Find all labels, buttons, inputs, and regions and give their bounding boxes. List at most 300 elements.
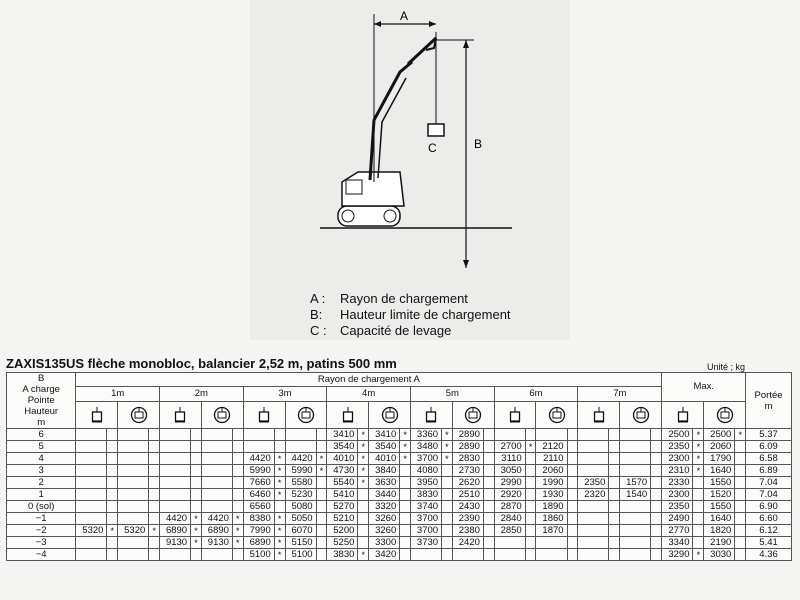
side-load-icon <box>704 401 746 428</box>
row-header-line: A charge <box>22 384 60 395</box>
side-load-icon <box>620 401 662 428</box>
hydraulic-limit-mark: * <box>358 441 369 453</box>
hydraulic-limit-mark: * <box>191 525 202 537</box>
hydraulic-limit-mark <box>442 513 453 525</box>
hydraulic-limit-mark <box>358 501 369 513</box>
front-load-icon <box>76 401 118 428</box>
hydraulic-limit-mark <box>483 525 494 537</box>
capacity-cell: 2830 <box>452 453 483 465</box>
capacity-cell: 4080 <box>410 465 441 477</box>
hydraulic-limit-mark <box>567 465 578 477</box>
reach-cell: 7.04 <box>746 477 792 489</box>
capacity-cell: 3840 <box>369 465 400 477</box>
hydraulic-limit-mark <box>232 429 243 441</box>
capacity-cell: 1860 <box>536 513 567 525</box>
reach-cell: 6.09 <box>746 441 792 453</box>
header-row-icons <box>7 401 792 428</box>
capacity-cell <box>76 429 107 441</box>
table-row <box>7 525 792 537</box>
row-header-line: Pointe <box>27 395 55 406</box>
capacity-cell: 2320 <box>578 489 609 501</box>
hydraulic-limit-mark <box>735 441 746 453</box>
excavator-illustration <box>250 0 570 340</box>
table-row <box>7 465 792 477</box>
label-a: A <box>400 9 409 23</box>
capacity-cell: 8380 <box>243 513 274 525</box>
capacity-cell <box>118 477 149 489</box>
capacity-cell <box>620 453 651 465</box>
capacity-cell: 3030 <box>704 549 735 561</box>
capacity-cell: 3050 <box>494 465 525 477</box>
hydraulic-limit-mark <box>191 477 202 489</box>
hydraulic-limit-mark <box>651 501 662 513</box>
radius-header-2m: 2m <box>160 387 244 401</box>
capacity-cell: 2350 <box>662 501 693 513</box>
capacity-cell <box>285 429 316 441</box>
hydraulic-limit-mark <box>567 513 578 525</box>
hydraulic-limit-mark <box>400 525 411 537</box>
front-load-icon <box>578 401 620 428</box>
capacity-cell: 2300 <box>662 489 693 501</box>
hydraulic-limit-mark <box>651 441 662 453</box>
capacity-cell: 2300 <box>662 453 693 465</box>
table-row <box>7 477 792 489</box>
capacity-cell: 3260 <box>369 525 400 537</box>
hydraulic-limit-mark <box>442 537 453 549</box>
radius-header-4m: 4m <box>327 387 411 401</box>
hydraulic-limit-mark <box>316 537 327 549</box>
hydraulic-limit-mark <box>191 501 202 513</box>
hydraulic-limit-mark <box>442 549 453 561</box>
capacity-cell <box>578 465 609 477</box>
capacity-cell: 4420 <box>201 513 232 525</box>
hydraulic-limit-mark: * <box>693 549 704 561</box>
hydraulic-limit-mark: * <box>693 429 704 441</box>
capacity-cell: 2190 <box>704 537 735 549</box>
capacity-cell: 2120 <box>536 441 567 453</box>
capacity-cell: 2500 <box>704 429 735 441</box>
capacity-cell <box>243 429 274 441</box>
hydraulic-limit-mark: * <box>358 453 369 465</box>
capacity-cell: 1930 <box>536 489 567 501</box>
capacity-cell: 2730 <box>452 465 483 477</box>
hydraulic-limit-mark <box>735 465 746 477</box>
hydraulic-limit-mark: * <box>191 513 202 525</box>
height-cell: 6 <box>7 429 76 441</box>
capacity-cell: 6460 <box>243 489 274 501</box>
capacity-cell: 3630 <box>369 477 400 489</box>
side-load-icon <box>118 401 160 428</box>
hydraulic-limit-mark: * <box>232 525 243 537</box>
hydraulic-limit-mark <box>567 537 578 549</box>
front-load-icon <box>160 401 202 428</box>
hydraulic-limit-mark <box>483 537 494 549</box>
hydraulic-limit-mark <box>651 453 662 465</box>
hydraulic-limit-mark: * <box>107 525 118 537</box>
capacity-cell: 3440 <box>369 489 400 501</box>
hydraulic-limit-mark <box>149 537 160 549</box>
hydraulic-limit-mark <box>735 501 746 513</box>
height-cell: 3 <box>7 465 76 477</box>
hydraulic-limit-mark <box>651 477 662 489</box>
side-load-icon <box>285 401 327 428</box>
capacity-cell: 5990 <box>243 465 274 477</box>
capacity-cell <box>536 549 567 561</box>
hydraulic-limit-mark <box>442 477 453 489</box>
hydraulic-limit-mark <box>149 501 160 513</box>
hydraulic-limit-mark <box>107 453 118 465</box>
capacity-cell: 3830 <box>410 489 441 501</box>
hydraulic-limit-mark <box>693 477 704 489</box>
capacity-cell: 2920 <box>494 489 525 501</box>
hydraulic-limit-mark <box>735 549 746 561</box>
table-row <box>7 429 792 441</box>
capacity-cell <box>578 525 609 537</box>
capacity-cell: 6070 <box>285 525 316 537</box>
capacity-cell <box>243 441 274 453</box>
hydraulic-limit-mark <box>609 513 620 525</box>
capacity-cell: 5100 <box>285 549 316 561</box>
hydraulic-limit-mark: * <box>274 513 285 525</box>
hydraulic-limit-mark <box>567 453 578 465</box>
row-header-line: B <box>38 373 45 384</box>
capacity-cell: 1570 <box>620 477 651 489</box>
hydraulic-limit-mark <box>693 537 704 549</box>
hydraulic-limit-mark <box>400 465 411 477</box>
capacity-cell <box>118 489 149 501</box>
capacity-cell: 3260 <box>369 513 400 525</box>
capacity-cell: 4420 <box>160 513 191 525</box>
capacity-cell: 6890 <box>160 525 191 537</box>
hydraulic-limit-mark <box>232 501 243 513</box>
table-row <box>7 453 792 465</box>
hydraulic-limit-mark: * <box>358 465 369 477</box>
hydraulic-limit-mark <box>107 537 118 549</box>
hydraulic-limit-mark <box>316 501 327 513</box>
radius-header-6m: 6m <box>494 387 578 401</box>
hydraulic-limit-mark <box>651 465 662 477</box>
capacity-cell: 3360 <box>410 429 441 441</box>
capacity-cell: 5320 <box>76 525 107 537</box>
hydraulic-limit-mark <box>149 549 160 561</box>
capacity-cell <box>201 453 232 465</box>
hydraulic-limit-mark <box>567 477 578 489</box>
height-cell: −4 <box>7 549 76 561</box>
capacity-cell <box>410 549 441 561</box>
capacity-cell: 1820 <box>704 525 735 537</box>
capacity-cell: 5580 <box>285 477 316 489</box>
table-row <box>7 549 792 561</box>
capacity-cell: 7660 <box>243 477 274 489</box>
lift-capacity-table <box>6 372 792 561</box>
reach-unit: m <box>764 400 773 412</box>
hydraulic-limit-mark <box>149 465 160 477</box>
capacity-cell <box>620 513 651 525</box>
legend-text: Rayon de chargement <box>340 291 468 306</box>
hydraulic-limit-mark <box>567 441 578 453</box>
hydraulic-limit-mark: * <box>442 441 453 453</box>
capacity-cell <box>620 465 651 477</box>
capacity-cell <box>494 549 525 561</box>
hydraulic-limit-mark <box>442 465 453 477</box>
height-cell: 1 <box>7 489 76 501</box>
reach-header <box>746 373 792 429</box>
hydraulic-limit-mark <box>358 513 369 525</box>
reach-cell: 6.60 <box>746 513 792 525</box>
hydraulic-limit-mark <box>693 489 704 501</box>
hydraulic-limit-mark <box>442 489 453 501</box>
capacity-cell: 4420 <box>243 453 274 465</box>
capacity-cell: 1790 <box>704 453 735 465</box>
hydraulic-limit-mark <box>609 489 620 501</box>
legend-text: Hauteur limite de chargement <box>340 307 511 322</box>
hydraulic-limit-mark: * <box>274 453 285 465</box>
capacity-cell: 3340 <box>662 537 693 549</box>
capacity-cell: 3830 <box>327 549 358 561</box>
radius-header-5m: 5m <box>410 387 494 401</box>
hydraulic-limit-mark: * <box>232 537 243 549</box>
front-load-icon <box>327 401 369 428</box>
capacity-cell: 3300 <box>369 537 400 549</box>
capacity-cell: 5100 <box>243 549 274 561</box>
reach-cell: 5.37 <box>746 429 792 441</box>
hydraulic-limit-mark <box>358 489 369 501</box>
hydraulic-limit-mark <box>107 489 118 501</box>
capacity-cell: 3950 <box>410 477 441 489</box>
capacity-cell <box>118 453 149 465</box>
capacity-cell: 3740 <box>410 501 441 513</box>
capacity-cell: 2060 <box>536 465 567 477</box>
hydraulic-limit-mark <box>525 525 536 537</box>
hydraulic-limit-mark <box>609 549 620 561</box>
hydraulic-limit-mark <box>149 477 160 489</box>
capacity-cell <box>160 453 191 465</box>
capacity-cell: 2490 <box>662 513 693 525</box>
front-load-icon <box>243 401 285 428</box>
hydraulic-limit-mark <box>483 501 494 513</box>
hydraulic-limit-mark: * <box>274 537 285 549</box>
hydraulic-limit-mark <box>232 465 243 477</box>
hydraulic-limit-mark <box>525 465 536 477</box>
capacity-cell <box>118 549 149 561</box>
capacity-cell <box>578 429 609 441</box>
capacity-cell: 3320 <box>369 501 400 513</box>
hydraulic-limit-mark <box>609 501 620 513</box>
hydraulic-limit-mark <box>149 429 160 441</box>
hydraulic-limit-mark <box>232 477 243 489</box>
hydraulic-limit-mark <box>483 477 494 489</box>
row-header-line: m <box>37 417 46 428</box>
table-row <box>7 513 792 525</box>
height-cell: 5 <box>7 441 76 453</box>
hydraulic-limit-mark <box>483 441 494 453</box>
table-title: ZAXIS135US flèche monobloc, balancier 2,52 m, patins 500 mm <box>6 356 397 371</box>
capacity-cell: 6890 <box>243 537 274 549</box>
hydraulic-limit-mark: * <box>400 429 411 441</box>
capacity-cell: 5050 <box>285 513 316 525</box>
height-cell: −3 <box>7 537 76 549</box>
hydraulic-limit-mark <box>149 453 160 465</box>
capacity-cell: 2840 <box>494 513 525 525</box>
capacity-cell: 5200 <box>327 525 358 537</box>
capacity-cell: 5230 <box>285 489 316 501</box>
capacity-cell <box>160 549 191 561</box>
capacity-cell <box>620 525 651 537</box>
hydraulic-limit-mark <box>651 429 662 441</box>
capacity-cell: 3700 <box>410 525 441 537</box>
hydraulic-limit-mark <box>651 549 662 561</box>
hydraulic-limit-mark <box>483 453 494 465</box>
hydraulic-limit-mark <box>191 465 202 477</box>
capacity-cell: 4010 <box>369 453 400 465</box>
capacity-cell <box>620 501 651 513</box>
reach-cell: 6.89 <box>746 465 792 477</box>
capacity-cell: 1540 <box>620 489 651 501</box>
radius-header-3m: 3m <box>243 387 327 401</box>
capacity-cell: 2350 <box>578 477 609 489</box>
hydraulic-limit-mark: * <box>274 489 285 501</box>
capacity-cell <box>578 501 609 513</box>
hydraulic-limit-mark: * <box>274 549 285 561</box>
row-header <box>7 373 76 429</box>
capacity-cell <box>578 549 609 561</box>
hydraulic-limit-mark <box>316 513 327 525</box>
capacity-cell <box>160 441 191 453</box>
capacity-cell: 2620 <box>452 477 483 489</box>
hydraulic-limit-mark <box>483 465 494 477</box>
capacity-cell <box>201 501 232 513</box>
hydraulic-limit-mark <box>525 489 536 501</box>
reach-cell: 6.58 <box>746 453 792 465</box>
hydraulic-limit-mark <box>107 465 118 477</box>
hydraulic-limit-mark <box>274 501 285 513</box>
hydraulic-limit-mark <box>232 441 243 453</box>
capacity-cell <box>201 477 232 489</box>
height-cell: 4 <box>7 453 76 465</box>
capacity-cell: 1870 <box>536 525 567 537</box>
hydraulic-limit-mark <box>609 465 620 477</box>
capacity-cell: 3410 <box>327 429 358 441</box>
capacity-cell <box>620 429 651 441</box>
capacity-cell: 3730 <box>410 537 441 549</box>
legend-item-c <box>310 323 451 339</box>
hydraulic-limit-mark: * <box>232 513 243 525</box>
radius-header-7m: 7m <box>578 387 662 401</box>
capacity-cell: 2700 <box>494 441 525 453</box>
hydraulic-limit-mark <box>483 549 494 561</box>
height-cell: 2 <box>7 477 76 489</box>
capacity-cell: 2870 <box>494 501 525 513</box>
table-row <box>7 489 792 501</box>
capacity-cell <box>578 453 609 465</box>
capacity-cell <box>76 441 107 453</box>
capacity-cell <box>118 537 149 549</box>
hydraulic-limit-mark <box>651 489 662 501</box>
hydraulic-limit-mark: * <box>358 549 369 561</box>
capacity-cell: 1550 <box>704 477 735 489</box>
reach-cell: 7.04 <box>746 489 792 501</box>
capacity-cell <box>118 429 149 441</box>
capacity-cell <box>118 513 149 525</box>
capacity-cell <box>118 501 149 513</box>
hydraulic-limit-mark <box>149 441 160 453</box>
table-row <box>7 537 792 549</box>
capacity-cell: 2350 <box>662 441 693 453</box>
capacity-cell <box>76 465 107 477</box>
hydraulic-limit-mark: * <box>693 441 704 453</box>
legend-key: B: <box>310 307 323 322</box>
hydraulic-limit-mark <box>316 525 327 537</box>
capacity-cell: 5080 <box>285 501 316 513</box>
capacity-cell <box>620 537 651 549</box>
capacity-cell: 1550 <box>704 501 735 513</box>
hydraulic-limit-mark <box>609 441 620 453</box>
capacity-cell <box>160 489 191 501</box>
capacity-cell: 5320 <box>118 525 149 537</box>
radius-group-header: Rayon de chargement A <box>76 373 662 387</box>
hydraulic-limit-mark: * <box>358 429 369 441</box>
hydraulic-limit-mark <box>525 429 536 441</box>
row-header-line: Hauteur <box>24 406 59 417</box>
hydraulic-limit-mark <box>316 429 327 441</box>
capacity-cell: 3290 <box>662 549 693 561</box>
capacity-cell <box>536 429 567 441</box>
capacity-cell: 1890 <box>536 501 567 513</box>
hydraulic-limit-mark <box>735 525 746 537</box>
legend-text: Capacité de levage <box>340 323 452 338</box>
load-chart-diagram <box>250 0 570 340</box>
capacity-cell <box>160 465 191 477</box>
capacity-cell <box>76 513 107 525</box>
hydraulic-limit-mark: * <box>316 453 327 465</box>
capacity-cell <box>201 441 232 453</box>
hydraulic-limit-mark <box>316 441 327 453</box>
capacity-cell <box>160 501 191 513</box>
front-load-icon <box>410 401 452 428</box>
hydraulic-limit-mark <box>693 513 704 525</box>
height-cell: 0 (sol) <box>7 501 76 513</box>
capacity-cell: 5990 <box>285 465 316 477</box>
reach-title: Portée <box>754 389 783 401</box>
capacity-cell <box>76 477 107 489</box>
capacity-cell: 4420 <box>285 453 316 465</box>
hydraulic-limit-mark <box>567 489 578 501</box>
hydraulic-limit-mark: * <box>442 429 453 441</box>
capacity-cell: 5410 <box>327 489 358 501</box>
hydraulic-limit-mark <box>358 525 369 537</box>
reach-cell: 6.90 <box>746 501 792 513</box>
capacity-cell: 2430 <box>452 501 483 513</box>
hydraulic-limit-mark <box>483 429 494 441</box>
hydraulic-limit-mark: * <box>525 441 536 453</box>
hydraulic-limit-mark: * <box>442 453 453 465</box>
hydraulic-limit-mark <box>693 525 704 537</box>
hydraulic-limit-mark <box>735 453 746 465</box>
capacity-cell: 2500 <box>662 429 693 441</box>
unit-label: Unité ; kg <box>707 362 746 372</box>
hydraulic-limit-mark: * <box>149 525 160 537</box>
capacity-cell <box>285 441 316 453</box>
legend-key: C : <box>310 323 327 338</box>
hydraulic-limit-mark <box>442 501 453 513</box>
capacity-cell: 6560 <box>243 501 274 513</box>
hydraulic-limit-mark: * <box>693 465 704 477</box>
hydraulic-limit-mark <box>567 429 578 441</box>
hydraulic-limit-mark <box>735 489 746 501</box>
hydraulic-limit-mark: * <box>274 477 285 489</box>
hydraulic-limit-mark <box>651 525 662 537</box>
hydraulic-limit-mark <box>191 489 202 501</box>
